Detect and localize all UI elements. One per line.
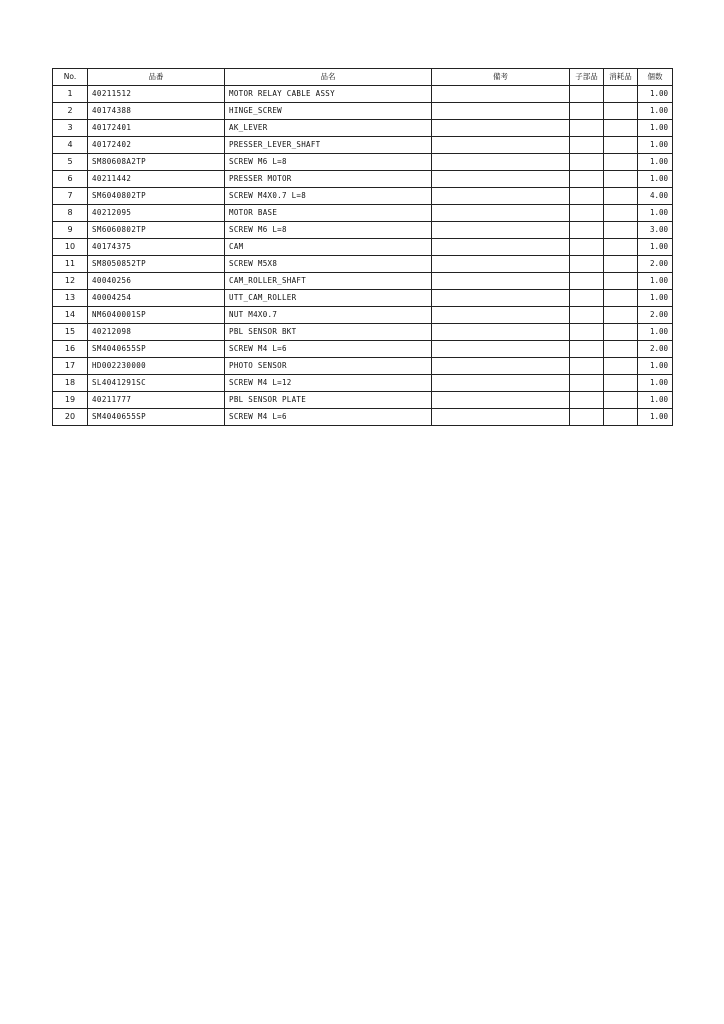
- cell-part-number: 40212098: [88, 324, 225, 341]
- cell-consumable: [604, 256, 638, 273]
- cell-part-name: PRESSER MOTOR: [225, 171, 432, 188]
- cell-remarks: [432, 205, 570, 222]
- header-consumable: 消耗品: [604, 69, 638, 86]
- cell-remarks: [432, 375, 570, 392]
- cell-consumable: [604, 392, 638, 409]
- cell-quantity: 1.00: [638, 392, 673, 409]
- cell-part-number: 40172401: [88, 120, 225, 137]
- cell-part-number: 40211442: [88, 171, 225, 188]
- cell-no: 16: [53, 341, 88, 358]
- cell-part-name: PRESSER_LEVER_SHAFT: [225, 137, 432, 154]
- cell-remarks: [432, 188, 570, 205]
- cell-no: 13: [53, 290, 88, 307]
- cell-part-number: 40211777: [88, 392, 225, 409]
- cell-part-name: HINGE_SCREW: [225, 103, 432, 120]
- cell-consumable: [604, 137, 638, 154]
- table-body: [53, 86, 673, 426]
- cell-part-name: MOTOR RELAY CABLE ASSY: [225, 86, 432, 103]
- table-row: [53, 358, 673, 375]
- cell-quantity: 2.00: [638, 341, 673, 358]
- cell-consumable: [604, 120, 638, 137]
- cell-part-name: PBL SENSOR PLATE: [225, 392, 432, 409]
- cell-part-number: 40211512: [88, 86, 225, 103]
- cell-remarks: [432, 290, 570, 307]
- cell-no: 8: [53, 205, 88, 222]
- table-row: [53, 392, 673, 409]
- table-row: [53, 154, 673, 171]
- cell-part-name: PHOTO SENSOR: [225, 358, 432, 375]
- cell-part-name: SCREW M6 L=8: [225, 222, 432, 239]
- cell-consumable: [604, 86, 638, 103]
- cell-part-number: 40212095: [88, 205, 225, 222]
- cell-part-number: 40004254: [88, 290, 225, 307]
- cell-no: 2: [53, 103, 88, 120]
- cell-no: 11: [53, 256, 88, 273]
- cell-no: 20: [53, 409, 88, 426]
- cell-consumable: [604, 375, 638, 392]
- table-row: [53, 171, 673, 188]
- table-row: [53, 86, 673, 103]
- cell-consumable: [604, 154, 638, 171]
- table-row: [53, 120, 673, 137]
- cell-sub-part: [570, 120, 604, 137]
- cell-sub-part: [570, 409, 604, 426]
- parts-list-table: [52, 68, 673, 426]
- cell-no: 1: [53, 86, 88, 103]
- cell-sub-part: [570, 137, 604, 154]
- cell-consumable: [604, 103, 638, 120]
- cell-remarks: [432, 239, 570, 256]
- table-row: [53, 103, 673, 120]
- cell-part-name: PBL SENSOR BKT: [225, 324, 432, 341]
- cell-part-name: SCREW M4 L=6: [225, 341, 432, 358]
- cell-part-name: UTT_CAM_ROLLER: [225, 290, 432, 307]
- cell-quantity: 1.00: [638, 171, 673, 188]
- cell-no: 17: [53, 358, 88, 375]
- cell-no: 7: [53, 188, 88, 205]
- cell-part-name: SCREW M5X8: [225, 256, 432, 273]
- cell-remarks: [432, 256, 570, 273]
- table-row: [53, 409, 673, 426]
- cell-quantity: 1.00: [638, 86, 673, 103]
- cell-no: 18: [53, 375, 88, 392]
- header-part-name: 品名: [225, 69, 432, 86]
- cell-consumable: [604, 239, 638, 256]
- header-remarks: 備考: [432, 69, 570, 86]
- cell-quantity: 1.00: [638, 273, 673, 290]
- cell-part-name: SCREW M4X0.7 L=8: [225, 188, 432, 205]
- cell-sub-part: [570, 239, 604, 256]
- cell-quantity: 1.00: [638, 205, 673, 222]
- cell-consumable: [604, 188, 638, 205]
- cell-quantity: 1.00: [638, 120, 673, 137]
- cell-part-number: SM6060802TP: [88, 222, 225, 239]
- cell-sub-part: [570, 86, 604, 103]
- cell-remarks: [432, 86, 570, 103]
- table-row: [53, 324, 673, 341]
- cell-no: 5: [53, 154, 88, 171]
- cell-part-number: 40174375: [88, 239, 225, 256]
- cell-sub-part: [570, 324, 604, 341]
- cell-no: 10: [53, 239, 88, 256]
- cell-remarks: [432, 341, 570, 358]
- cell-sub-part: [570, 358, 604, 375]
- table-row: [53, 273, 673, 290]
- cell-consumable: [604, 307, 638, 324]
- cell-remarks: [432, 392, 570, 409]
- cell-consumable: [604, 409, 638, 426]
- cell-consumable: [604, 171, 638, 188]
- cell-part-number: SM8050852TP: [88, 256, 225, 273]
- cell-sub-part: [570, 103, 604, 120]
- cell-consumable: [604, 222, 638, 239]
- table-row: [53, 307, 673, 324]
- table-row: [53, 239, 673, 256]
- cell-part-name: SCREW M6 L=8: [225, 154, 432, 171]
- cell-no: 4: [53, 137, 88, 154]
- cell-consumable: [604, 341, 638, 358]
- cell-quantity: 1.00: [638, 103, 673, 120]
- cell-quantity: 2.00: [638, 256, 673, 273]
- cell-consumable: [604, 324, 638, 341]
- cell-remarks: [432, 222, 570, 239]
- table-row: [53, 341, 673, 358]
- cell-part-number: 40172402: [88, 137, 225, 154]
- cell-sub-part: [570, 171, 604, 188]
- header-part-number: 品番: [88, 69, 225, 86]
- cell-part-number: SM6040802TP: [88, 188, 225, 205]
- table-header-row: [53, 69, 673, 86]
- cell-no: 9: [53, 222, 88, 239]
- cell-remarks: [432, 120, 570, 137]
- cell-remarks: [432, 273, 570, 290]
- cell-part-number: HD002230000: [88, 358, 225, 375]
- cell-part-number: SM4040655SP: [88, 341, 225, 358]
- cell-remarks: [432, 137, 570, 154]
- cell-no: 12: [53, 273, 88, 290]
- cell-part-name: SCREW M4 L=6: [225, 409, 432, 426]
- cell-remarks: [432, 103, 570, 120]
- cell-sub-part: [570, 375, 604, 392]
- cell-quantity: 1.00: [638, 324, 673, 341]
- cell-no: 19: [53, 392, 88, 409]
- table-row: [53, 375, 673, 392]
- cell-quantity: 4.00: [638, 188, 673, 205]
- cell-no: 3: [53, 120, 88, 137]
- cell-sub-part: [570, 273, 604, 290]
- cell-no: 15: [53, 324, 88, 341]
- cell-consumable: [604, 358, 638, 375]
- cell-quantity: 1.00: [638, 375, 673, 392]
- cell-sub-part: [570, 256, 604, 273]
- cell-quantity: 1.00: [638, 358, 673, 375]
- cell-part-number: SL4041291SC: [88, 375, 225, 392]
- table-row: [53, 222, 673, 239]
- cell-sub-part: [570, 392, 604, 409]
- cell-remarks: [432, 324, 570, 341]
- cell-part-name: CAM_ROLLER_SHAFT: [225, 273, 432, 290]
- cell-part-name: NUT M4X0.7: [225, 307, 432, 324]
- cell-part-number: 40040256: [88, 273, 225, 290]
- header-quantity: 個数: [638, 69, 673, 86]
- cell-remarks: [432, 154, 570, 171]
- cell-quantity: 1.00: [638, 154, 673, 171]
- cell-part-name: MOTOR BASE: [225, 205, 432, 222]
- table-row: [53, 256, 673, 273]
- header-no: No.: [53, 69, 88, 86]
- table-row: [53, 137, 673, 154]
- cell-no: 14: [53, 307, 88, 324]
- cell-sub-part: [570, 222, 604, 239]
- table-row: [53, 205, 673, 222]
- cell-consumable: [604, 273, 638, 290]
- cell-quantity: 1.00: [638, 137, 673, 154]
- cell-part-number: SM4040655SP: [88, 409, 225, 426]
- cell-part-number: SM80608A2TP: [88, 154, 225, 171]
- cell-part-name: SCREW M4 L=12: [225, 375, 432, 392]
- cell-remarks: [432, 307, 570, 324]
- cell-part-number: NM6040001SP: [88, 307, 225, 324]
- cell-sub-part: [570, 154, 604, 171]
- cell-no: 6: [53, 171, 88, 188]
- cell-quantity: 2.00: [638, 307, 673, 324]
- cell-sub-part: [570, 205, 604, 222]
- cell-quantity: 1.00: [638, 409, 673, 426]
- table-row: [53, 188, 673, 205]
- cell-sub-part: [570, 290, 604, 307]
- cell-part-name: CAM: [225, 239, 432, 256]
- cell-quantity: 1.00: [638, 239, 673, 256]
- cell-part-name: AK_LEVER: [225, 120, 432, 137]
- cell-remarks: [432, 409, 570, 426]
- cell-quantity: 3.00: [638, 222, 673, 239]
- cell-quantity: 1.00: [638, 290, 673, 307]
- cell-consumable: [604, 205, 638, 222]
- cell-remarks: [432, 358, 570, 375]
- header-sub-part: 子部品: [570, 69, 604, 86]
- cell-consumable: [604, 290, 638, 307]
- cell-remarks: [432, 171, 570, 188]
- cell-sub-part: [570, 341, 604, 358]
- cell-sub-part: [570, 307, 604, 324]
- cell-part-number: 40174388: [88, 103, 225, 120]
- cell-sub-part: [570, 188, 604, 205]
- table-row: [53, 290, 673, 307]
